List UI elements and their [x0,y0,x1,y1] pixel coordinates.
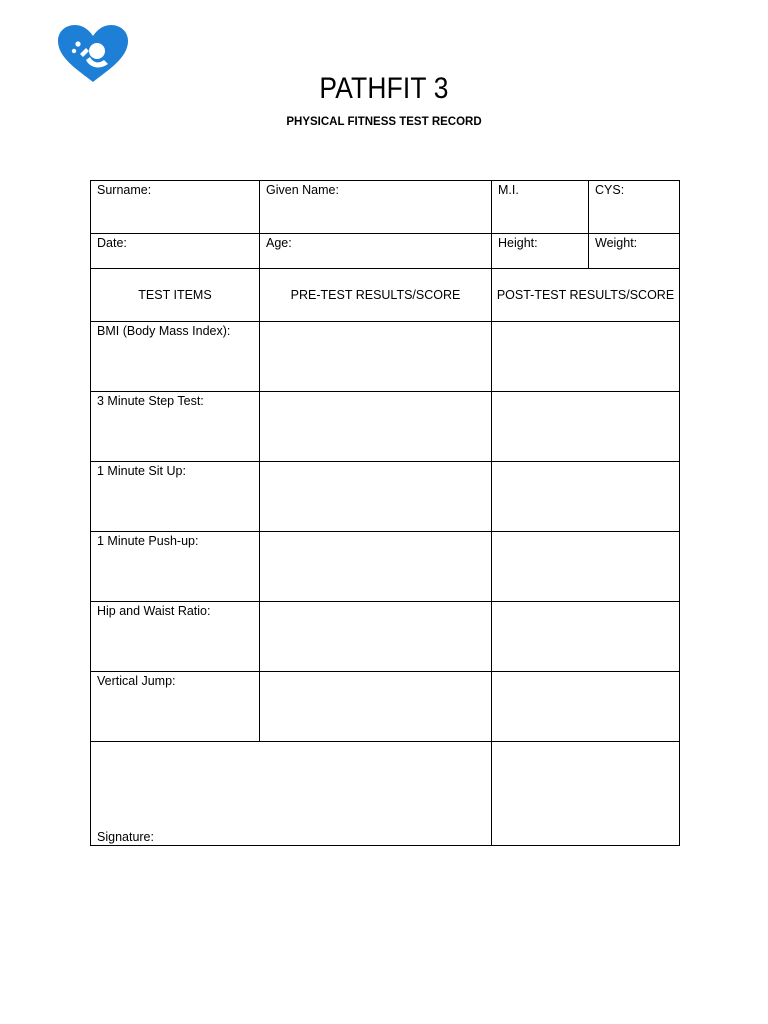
weight-cell[interactable] [589,234,680,269]
date-label: Date: [97,236,127,250]
table-row [91,322,680,392]
table-row [91,532,680,602]
test-item-label-cell [91,392,260,462]
cys-cell[interactable] [589,181,680,234]
pre-test-score-cell[interactable] [260,672,492,742]
mi-label: M.I. [498,183,519,197]
fitness-record-table [90,180,680,846]
personal-info-row-2 [91,234,680,269]
age-cell[interactable] [260,234,492,269]
age-label: Age: [266,236,292,250]
given-name-cell[interactable] [260,181,492,234]
test-item-label: 3 Minute Step Test: [97,394,204,408]
mi-cell[interactable] [492,181,589,234]
given-name-label: Given Name: [266,183,339,197]
post-test-score-cell[interactable] [492,462,680,532]
test-item-label: 1 Minute Push-up: [97,534,199,548]
pre-test-score-cell[interactable] [260,322,492,392]
table-row [91,602,680,672]
pre-test-score-cell[interactable] [260,392,492,462]
test-item-label: Hip and Waist Ratio: [97,604,211,618]
table-row [91,672,680,742]
post-test-score-cell[interactable] [492,602,680,672]
test-item-label: BMI (Body Mass Index): [97,324,231,338]
pre-test-score-cell[interactable] [260,602,492,672]
test-item-label-cell [91,322,260,392]
cys-label: CYS: [595,183,625,197]
test-item-label-cell [91,672,260,742]
post-test-score-cell[interactable] [492,322,680,392]
page-title: PATHFIT 3 [319,72,449,105]
surname-cell[interactable] [91,181,260,234]
test-item-label-cell [91,532,260,602]
signature-label: Signature: [97,830,154,844]
page-subtitle: PHYSICAL FITNESS TEST RECORD [286,116,482,128]
personal-info-row [91,181,680,234]
surname-label: Surname: [97,183,152,197]
test-items-header: TEST ITEMS [91,269,260,322]
height-label: Height: [498,236,538,250]
test-item-label: 1 Minute Sit Up: [97,464,186,478]
pre-test-score-cell[interactable] [260,462,492,532]
pre-test-score-cell[interactable] [260,532,492,602]
table-row [91,462,680,532]
date-cell[interactable] [91,234,260,269]
post-test-score-cell[interactable] [492,532,680,602]
column-header-row [91,269,680,322]
test-item-label-cell [91,602,260,672]
test-item-label-cell [91,462,260,532]
height-cell[interactable] [492,234,589,269]
post-test-header: POST-TEST RESULTS/SCORE [492,269,680,322]
post-test-score-cell[interactable] [492,672,680,742]
post-test-score-cell[interactable] [492,392,680,462]
test-item-label: Vertical Jump: [97,674,176,688]
signature-cell[interactable] [91,742,492,846]
pre-test-header: PRE-TEST RESULTS/SCORE [260,269,492,322]
table-row [91,392,680,462]
signature-row [91,742,680,846]
signature-aside-cell[interactable] [492,742,680,846]
weight-label: Weight: [595,236,638,250]
